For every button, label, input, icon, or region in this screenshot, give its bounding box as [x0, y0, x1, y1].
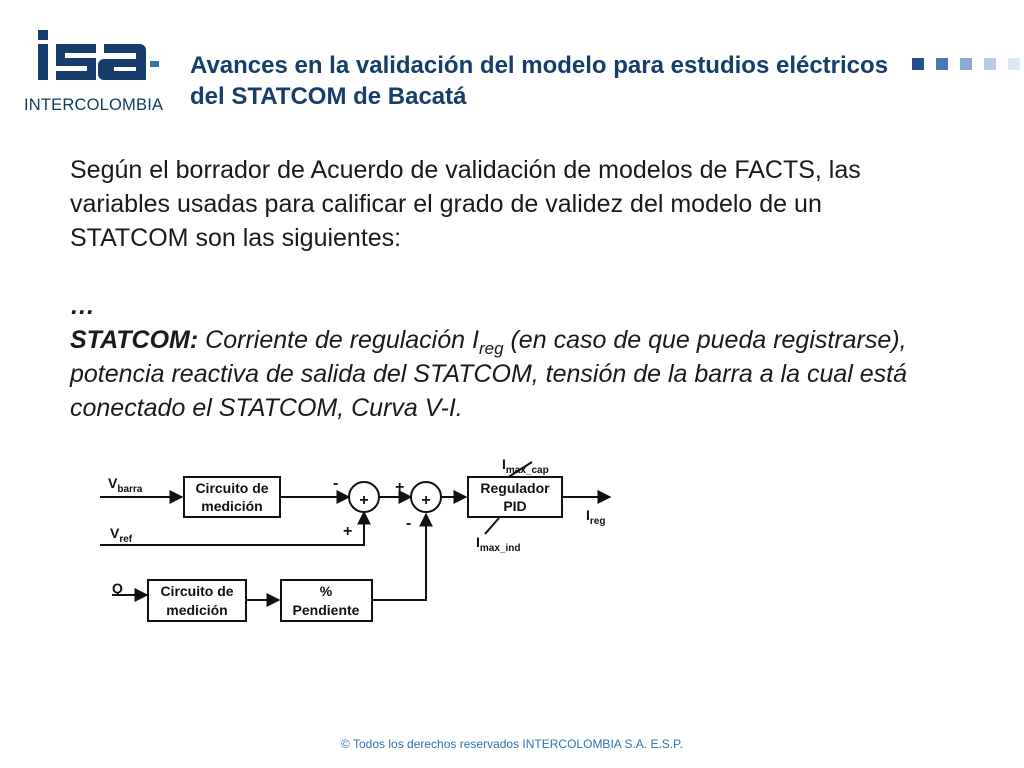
- q-label: Q: [112, 580, 123, 596]
- imax-cap-label: $I_{max\_cap}$: [502, 456, 549, 476]
- statcom-label: STATCOM:: [70, 326, 199, 354]
- pid-label-line2: PID: [503, 498, 527, 514]
- intercolombia-logo: [20, 24, 175, 120]
- sum1-sign: +: [359, 492, 369, 509]
- control-block-diagram: [100, 450, 640, 635]
- intro-paragraph: Según el borrador de Acuerdo de validación de modelos de FACTS, las variables usadas para calificar el grado de validez del modelo de un STATCOM son las siguientes:: [70, 156, 861, 252]
- decorative-squares: [912, 58, 1022, 72]
- imax-ind-stroke: [485, 518, 499, 534]
- sum1-plus: +: [343, 523, 353, 540]
- statcom-text-sub: reg: [478, 339, 504, 358]
- sum2-minus: -: [406, 515, 412, 532]
- slide-title: Avances en la validación del modelo para estudios eléctricos del STATCOM de Bacatá: [190, 52, 889, 110]
- sum2-plus: +: [395, 479, 405, 496]
- block3-sum2-line: [372, 514, 426, 600]
- block2-label-line1: Circuito de: [160, 583, 234, 599]
- isa-logo-icon: [20, 24, 170, 94]
- block1-label-line1: Circuito de: [195, 480, 269, 496]
- square-icon: [936, 58, 948, 70]
- statcom-paragraph: [70, 289, 930, 425]
- square-icon: [960, 58, 972, 70]
- square-icon: [912, 58, 924, 70]
- ellipsis: …: [70, 292, 95, 320]
- block1-label-line2: medición: [201, 498, 263, 514]
- imax-ind-label: $I_{max\_ind}$: [476, 534, 521, 554]
- ireg-label: $I_{reg}$: [586, 507, 606, 527]
- block3-label-line2: Pendiente: [292, 602, 360, 618]
- sum1-minus: -: [333, 475, 339, 492]
- vref-label: $V_{ref}$: [110, 525, 133, 545]
- block2-label-line2: medición: [166, 602, 228, 618]
- pid-label-line1: Regulador: [480, 480, 550, 496]
- vbarra-label: $V_{barra}$: [108, 475, 143, 495]
- copyright-footer: © Todos los derechos reservados INTERCOLOMBIA S.A. E.S.P.: [341, 737, 683, 751]
- slide-body: [70, 153, 930, 425]
- statcom-text-a: Corriente de regulación I: [205, 326, 479, 354]
- square-icon: [984, 58, 996, 70]
- sum2-sign: +: [421, 492, 431, 509]
- block3-label-line1: %: [319, 583, 333, 599]
- square-icon: [1008, 58, 1020, 70]
- statcom-text-b: (en caso de que pueda registrarse), potencia reactiva de salida del STATCOM, tensión de la barra a la cual está conectado el STATCOM, Curva V-I.: [70, 326, 908, 422]
- logo-subtitle: INTERCOLOMBIA: [24, 96, 164, 114]
